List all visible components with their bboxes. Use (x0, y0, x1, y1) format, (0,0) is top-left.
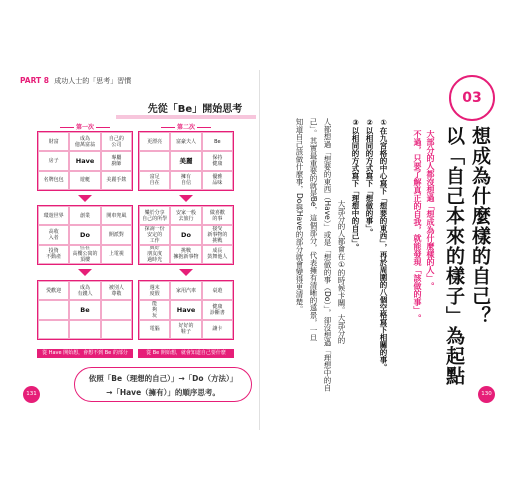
grid-cell: 遊艇 (69, 171, 100, 190)
grid-center-cell: Do (170, 225, 201, 244)
grid-cell (139, 151, 170, 170)
grid-center-cell: Be (69, 300, 100, 319)
section-number-badge: 03 (449, 75, 495, 121)
grid-cell: 讓卡 (202, 320, 233, 339)
heading-line-1: 想成為什麼樣的自己？ (469, 126, 491, 326)
left-page-title: 先從「Be」開始思考 (147, 104, 243, 115)
arrow-down-icon (179, 195, 193, 202)
page-number-left: 131 (23, 386, 40, 403)
summary-line-1: 依照「Be（理想的自己）」→「Do（方法）」 (88, 374, 238, 383)
grid-cell: 投資 不動產 (38, 245, 69, 264)
grid-cell: 高收 入者 (38, 225, 69, 244)
grid-cell: 開車兜風 (101, 206, 132, 225)
grid-cell: 美麗手錶 (101, 171, 132, 190)
grid-cell: 電腦 (139, 320, 170, 339)
grid-center-cell: Have (69, 151, 100, 170)
subheading-line-2: 不過，只要了解真正的自我，就能發現「該做的事」。 (413, 130, 422, 322)
grid-cell: 樂於分享 自己的所學 (139, 206, 170, 225)
mandala-grid-do-first (37, 205, 133, 265)
grid-cell: 桌遊 (202, 281, 233, 300)
grid-cell (101, 320, 132, 339)
grid-cell: 健康 診斷書 (202, 300, 233, 319)
summary-line-2: →「Have（擁有）」的順序思考。 (106, 388, 220, 397)
grid-cell: 成長 鼓舞他人 (202, 245, 233, 264)
paragraph-column-3: 己」。其實最重要的就是Be，這個部分，代表擁有清晰的遠景，一旦 (309, 118, 318, 342)
grid-cell (38, 300, 69, 319)
grid-cell: 環遊世界 (38, 206, 69, 225)
arrow-down-icon (78, 195, 92, 202)
grid-cell: 創業 (69, 206, 100, 225)
paragraph-column-2: 人都想過「想要的東西（Have）」或是「想做的事（Do）」，卻沒想過「理想中的自 (323, 118, 332, 392)
subheading-line-1: 大部分的人都沒想過「想成為什麼樣的人」。 (426, 130, 435, 290)
grid-cell: 開派對 (101, 225, 132, 244)
tag-second-round: 第二次 (161, 122, 211, 131)
grid-cell: 優雅 品味 (202, 171, 233, 190)
grid-cell (69, 320, 100, 339)
mandala-grid-be-last (37, 280, 133, 340)
page-number-right: 130 (478, 386, 495, 403)
grid-cell: 擁有 自信 (170, 171, 201, 190)
grid-cell: 房子 (38, 151, 69, 170)
grid-cell: 住在 高樓公寓的 頂樓 (69, 245, 100, 264)
grid-cell: 接受 新事物的 挑戰 (202, 225, 233, 244)
grid-cell: 富豪夫人 (170, 132, 201, 151)
grid-center-cell: Have (170, 300, 201, 319)
grid-cell (38, 320, 69, 339)
caption-left: 從 Have 開始想，會想不到 Be 的部分 (37, 349, 133, 358)
grid-cell: 成為 有錢人 (69, 281, 100, 300)
grid-cell: 成為 億萬富翁 (69, 132, 100, 151)
grid-cell (101, 300, 132, 319)
grid-cell: 更漂亮 (139, 132, 170, 151)
part-label: PART 8 (20, 76, 49, 85)
grid-cell: 探詢一份 安定的 工作 (139, 225, 170, 244)
running-header (20, 76, 131, 86)
grid-center-cell: Do (69, 225, 100, 244)
heading-line-2: 以「自己本來的樣子」為起點 (443, 126, 465, 386)
grid-cell: 上電視 (101, 245, 132, 264)
paragraph-column-4: 知道自己該做什麼事，Do與Have的部分就會變得更清楚。 (295, 118, 304, 313)
tag-first-round: 第一次 (60, 122, 110, 131)
grid-cell: 愛歡迎 (38, 281, 69, 300)
grid-cell: 週末 度假 (139, 281, 170, 300)
step-1: ①在九宮格的中心寫下「想要的東西」，再於周圍的八個空格寫下相關的事。 (379, 118, 388, 371)
grid-cell: 安家一般 去旅行 (170, 206, 201, 225)
summary-box (74, 367, 252, 402)
mandala-grid-have-last (138, 280, 234, 340)
step-3: ③以相同的方式寫下「理想中的自己」。 (351, 118, 360, 251)
grid-cell: 家用汽車 (170, 281, 201, 300)
grid-cell: 被別人 尊敬 (101, 281, 132, 300)
grid-cell: 專屬 廚師 (101, 151, 132, 170)
grid-cell: 財富 (38, 132, 69, 151)
grid-cell: 做喜歡 的事 (202, 206, 233, 225)
mandala-grid-have-first (37, 131, 133, 191)
grid-cell: 與好 朋友度 過時光 (139, 245, 170, 264)
grid-center-cell: 美麗 (170, 151, 201, 170)
title-underline (116, 115, 256, 119)
mandala-grid-be-first (138, 131, 234, 191)
paragraph-column-1: 大部分的人都會在①的時候卡關。大部分的 (337, 200, 346, 344)
grid-cell: 富足 自在 (139, 171, 170, 190)
arrow-down-icon (78, 269, 92, 276)
arrow-down-icon (179, 269, 193, 276)
grid-cell: 挑戰 擁抱新事物 (170, 245, 201, 264)
mandala-grid-do-second (138, 205, 234, 265)
step-2: ②以相同的方式寫下「想做的事」。 (365, 118, 374, 236)
caption-right: 從 Be 開始想，就會知道自己要什麼 (138, 349, 234, 358)
chapter-title: 成功人士的「思考」習慣 (54, 77, 132, 85)
page-gutter (259, 70, 260, 430)
grid-cell: 保持 健康 (202, 151, 233, 170)
grid-cell: 名牌包包 (38, 171, 69, 190)
grid-cell: Be (202, 132, 233, 151)
grid-cell: 能 夠 玩 (139, 300, 170, 319)
grid-cell: 好好的 鞋子 (170, 320, 201, 339)
grid-cell: 自己的 公司 (101, 132, 132, 151)
